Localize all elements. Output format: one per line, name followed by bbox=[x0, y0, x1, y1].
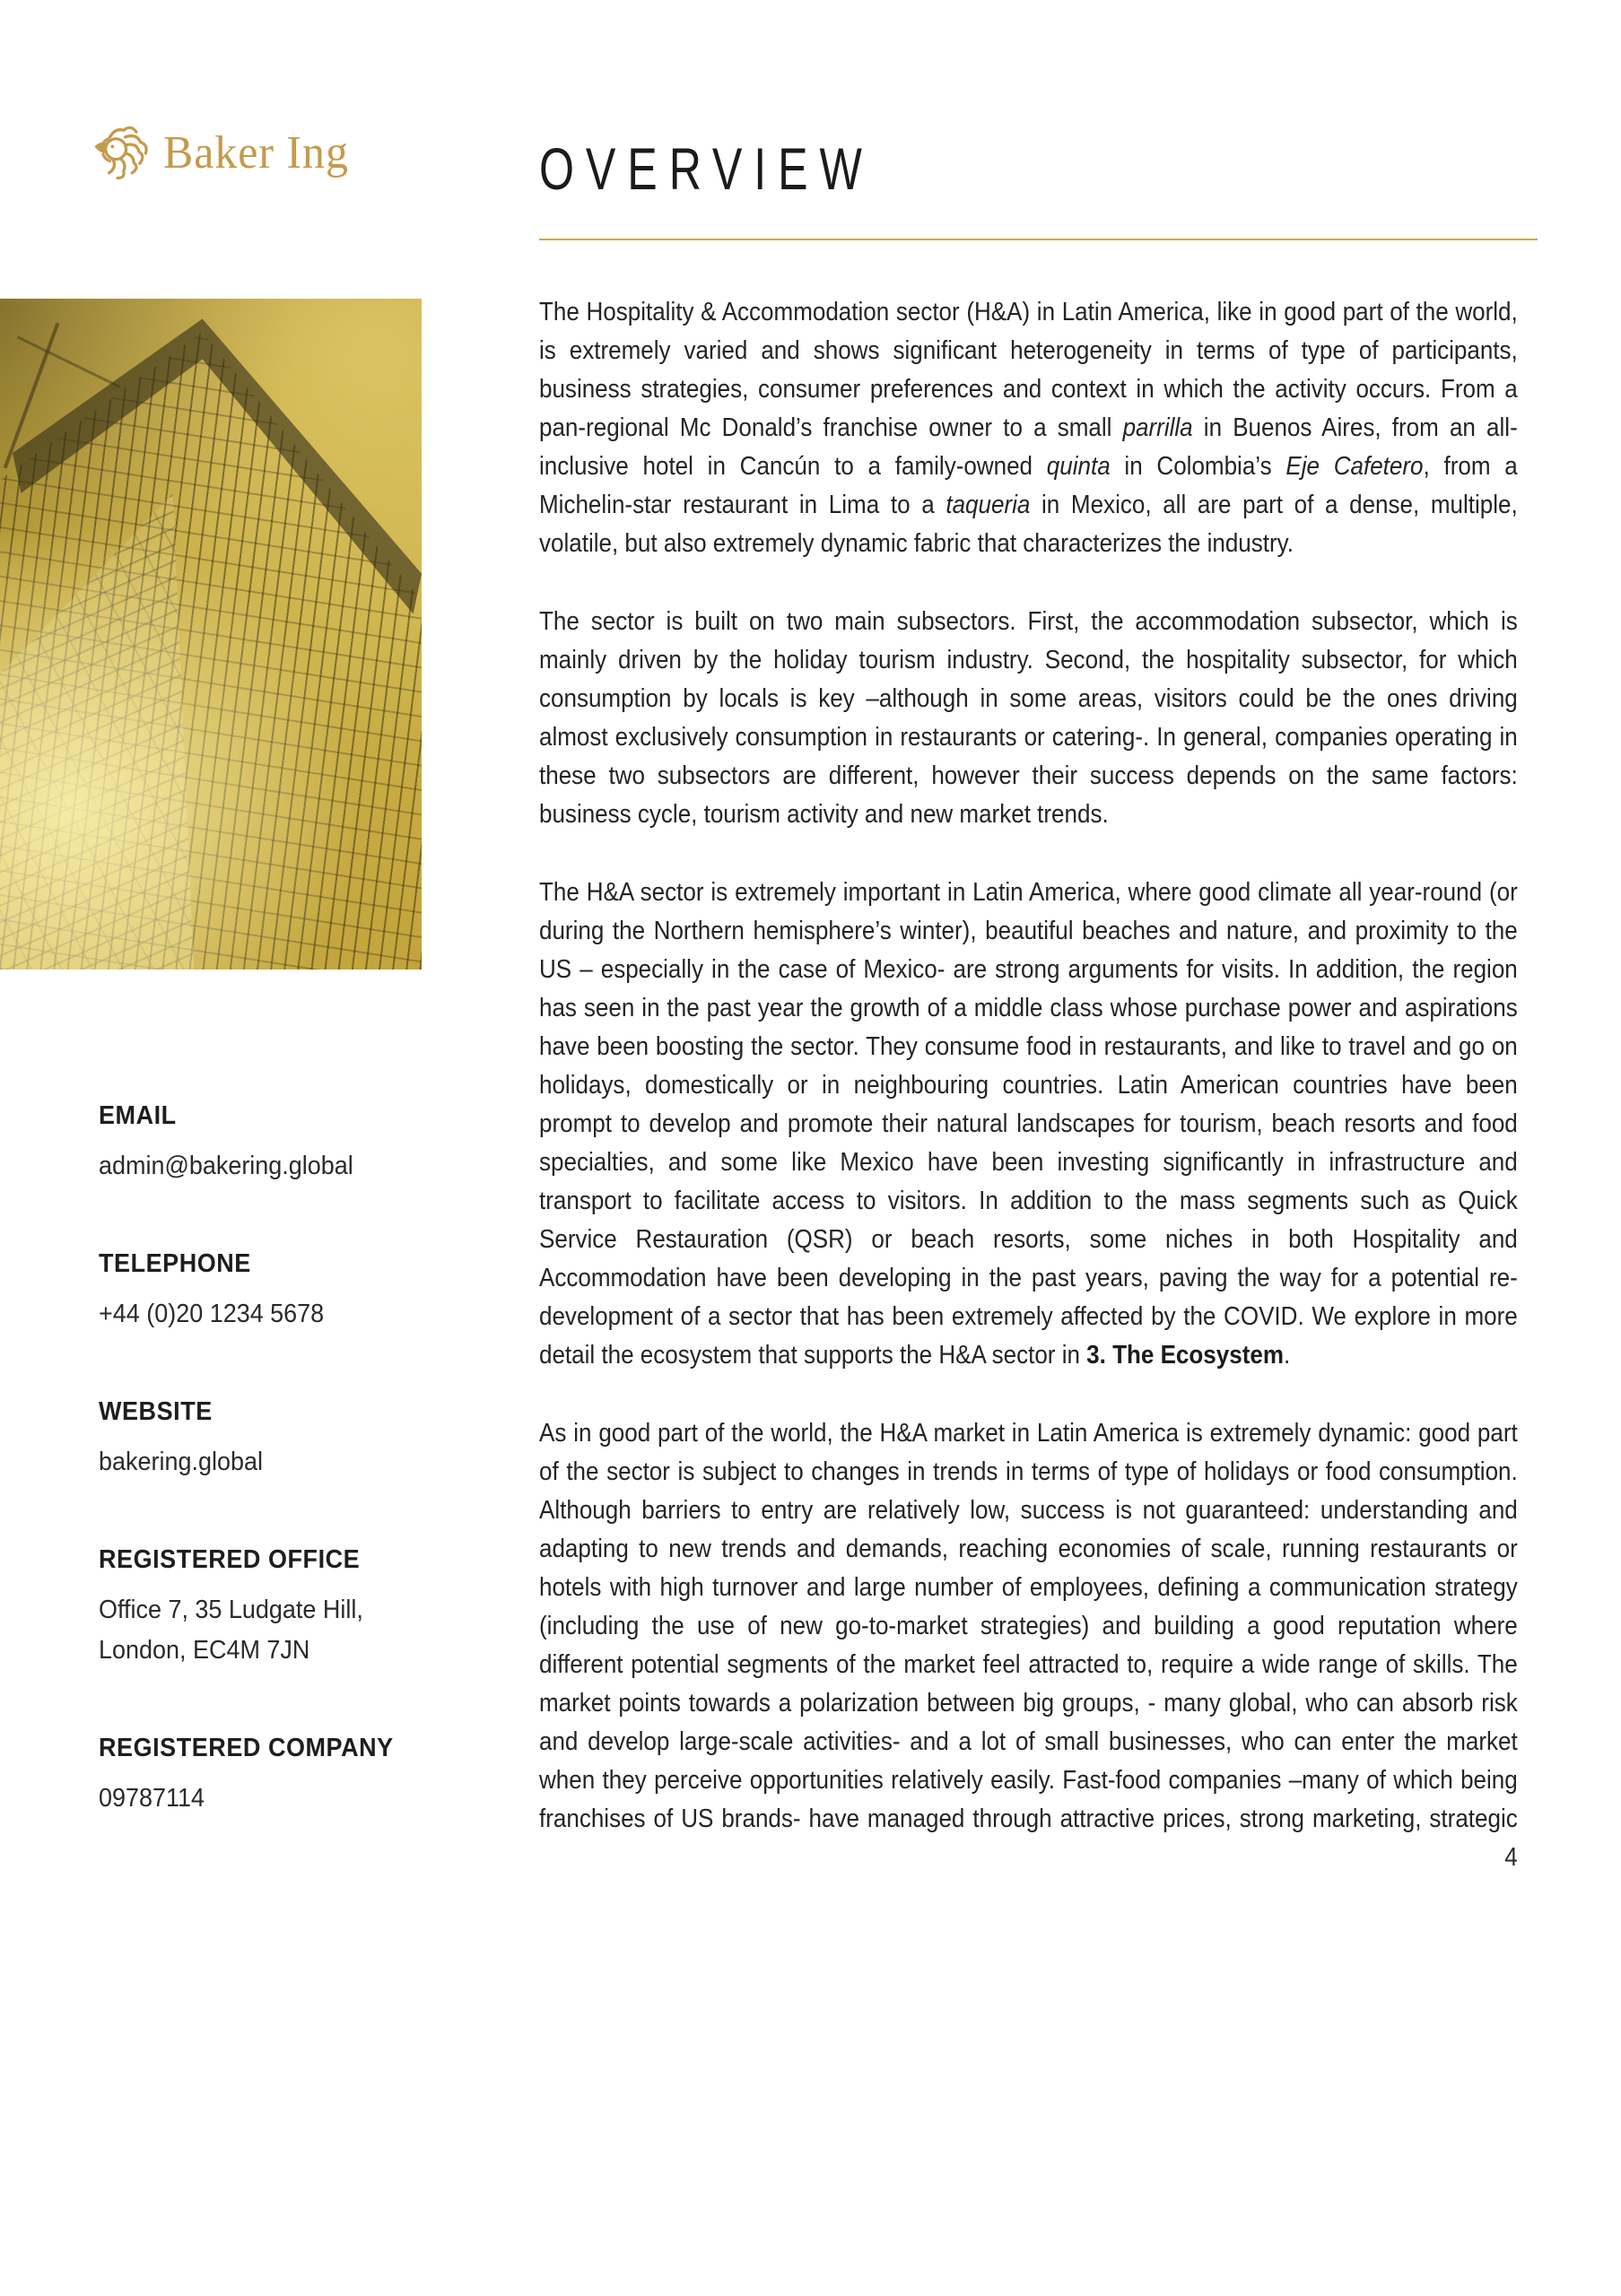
contact-label: REGISTERED COMPANY bbox=[99, 1734, 394, 1762]
lion-icon bbox=[84, 118, 153, 187]
brand-name: Baker Ing bbox=[163, 126, 349, 178]
contact-value: 09787114 bbox=[99, 1784, 205, 1813]
page-number: 4 bbox=[1504, 1843, 1518, 1872]
paragraph: The H&A sector is extremely important in Latin America, where good climate all year-round (or during the Northern hemisphere’s winter), beautiful beaches and nature, and proximity to the US – especially in the case of Mexico- are strong arguments for visits. In addition, the region has seen in the past year the growth of a middle class whose purchase power and aspirations have been boosting the sector. They consume food in restaurants, and like to travel and go on holidays, domestically or in neighbouring countries. Latin American countries have been prompt to develop and promote their natural landscapes for tourism, beach resorts and food specialties, and some like Mexico have been investing significantly in infrastructure and transport to facilitate access to visitors. In addition to the mass segments such as Quick Service Restauration (QSR) or beach resorts, some niches in both Hospitality and Accommodation have been developing in the past years, paving the way for a potential re-development of a sector that has been extremely affected by the COVID. We explore in more detail the ecosystem that supports the H&A sector in 3. The Ecosystem. bbox=[539, 878, 1518, 1370]
paragraph: The sector is built on two main subsectors. First, the accommodation subsector, which is mainly driven by the holiday tourism industry. Second, the hospitality subsector, for which consumption by locals is key –although in some areas, visitors could be the ones driving almost exclusively consumption in restaurants or catering-. In general, companies operating in these two subsectors are different, however their success depends on the same factors: business cycle, tourism activity and new market trends. bbox=[539, 607, 1518, 829]
contact-block bbox=[99, 1396, 483, 1483]
body-paragraphs bbox=[539, 293, 1518, 1839]
contact-label: REGISTERED OFFICE bbox=[99, 1545, 361, 1574]
contact-block bbox=[99, 1100, 483, 1187]
contact-value: +44 (0)20 1234 5678 bbox=[99, 1300, 325, 1328]
contact-label: WEBSITE bbox=[99, 1397, 213, 1426]
contact-label: TELEPHONE bbox=[99, 1249, 251, 1278]
photo-sun-glare bbox=[0, 299, 422, 970]
lion-jaw bbox=[94, 143, 106, 153]
contact-value: Office 7, 35 Ludgate Hill, bbox=[99, 1596, 363, 1624]
contact-value: London, EC4M 7JN bbox=[99, 1636, 310, 1665]
contact-value: admin@bakering.global bbox=[99, 1152, 353, 1180]
title-underline bbox=[539, 239, 1538, 240]
contact-info bbox=[99, 1100, 483, 1880]
paragraph: The Hospitality & Accommodation sector (H&A) in Latin America, like in good part of the world, is extremely varied and shows significant heterogeneity in terms of type of participants, business strategies, consumer preferences and context in which the activity occurs. From a pan-regional Mc Donald’s franchise owner to a small parrilla in Buenos Aires, from an all-inclusive hotel in Cancún to a family-owned quinta in Colombia’s Eje Cafetero, from a Michelin-star restaurant in Lima to a taqueria in Mexico, all are part of a dense, multiple, volatile, but also extremely dynamic fabric that characterizes the industry. bbox=[539, 298, 1518, 558]
contact-block bbox=[99, 1732, 483, 1819]
contact-block bbox=[99, 1544, 483, 1671]
contact-block bbox=[99, 1248, 483, 1335]
body-text-column bbox=[539, 293, 1518, 1877]
contact-value: bakering.global bbox=[99, 1448, 263, 1476]
building-photo bbox=[0, 299, 422, 970]
contact-label: EMAIL bbox=[99, 1101, 177, 1130]
paragraph: As in good part of the world, the H&A market in Latin America is extremely dynamic: good part of the sector is subject to changes in trends in terms of type of holidays or food consumption. Although barriers to entry are relatively low, success is not guaranteed: understanding and adapting to new trends and demands, reaching economies of scale, running restaurants or hotels with high turnover and large number of employees, defining a communication strategy (including the use of new go-to-market strategies) and building a good reputation where different potential segments of the market feel attracted to, require a wide range of skills. The market points towards a polarization between big groups, - many global, who can absorb risk and develop large-scale activities- and a lot of small businesses, who can enter the market when they perceive opportunities relatively easily. Fast-food companies –many of which being franchises of US brands- have managed through attractive prices, strong marketing, strategic bbox=[539, 1419, 1518, 1833]
page-title: OVERVIEW bbox=[539, 135, 874, 202]
brand-logo bbox=[84, 118, 356, 187]
